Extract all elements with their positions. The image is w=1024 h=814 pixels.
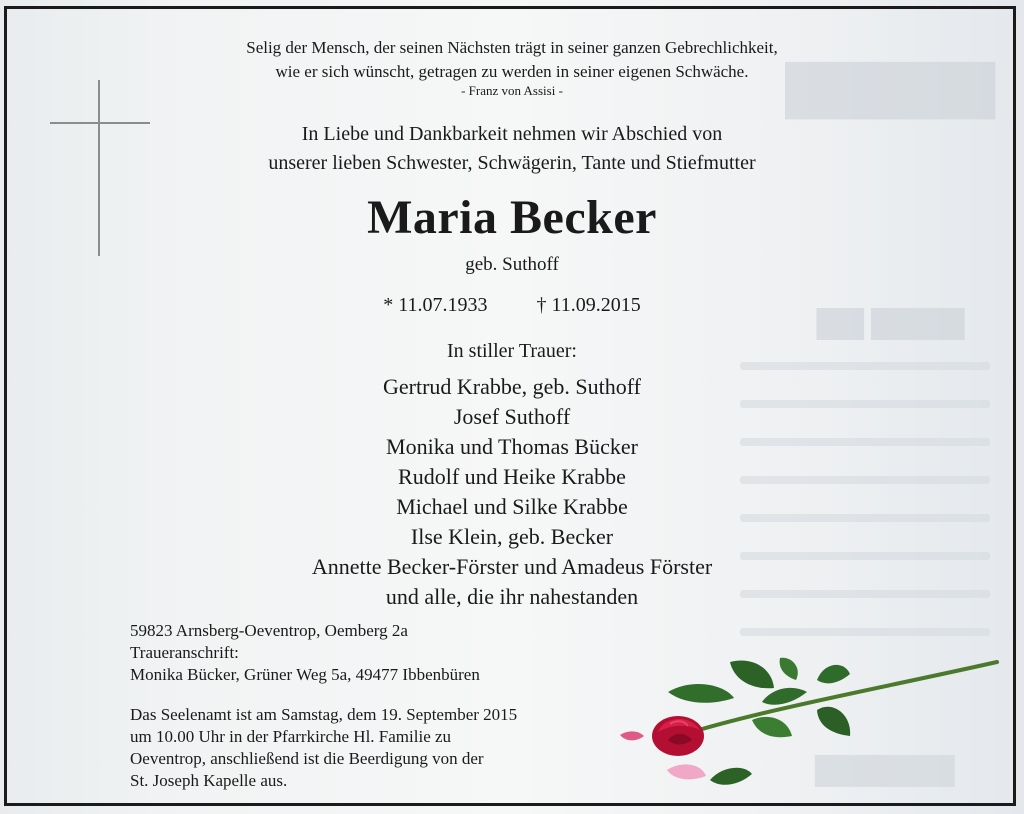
death-date: † 11.09.2015 bbox=[536, 294, 641, 316]
bleed-through-phone: ▇▇▇▇▇▇ bbox=[815, 753, 954, 786]
funeral-line: St. Joseph Kapelle aus. bbox=[130, 771, 288, 790]
bleed-through-heading: ▇▇▇▇▇ bbox=[786, 57, 994, 117]
address-line: Monika Bücker, Grüner Weg 5a, 49477 Ibbenbüren bbox=[130, 665, 480, 684]
quote bbox=[0, 36, 1024, 84]
quote-line: Selig der Mensch, der seinen Nächsten trägt in seiner ganzen Gebrechlichkeit, bbox=[246, 38, 778, 57]
address-line: 59823 Arnsberg-Oeventrop, Oemberg 2a bbox=[130, 621, 408, 640]
address-block bbox=[130, 620, 480, 686]
mourner: Josef Suthoff bbox=[453, 404, 571, 429]
quote-line: wie er sich wünscht, getragen zu werden in seiner eigenen Schwäche. bbox=[275, 62, 749, 81]
bleed-through-subheading: ▇▇ ▇▇▇▇ bbox=[817, 306, 964, 339]
birth-date: * 11.07.1933 bbox=[383, 294, 488, 316]
mourner: Annette Becker-Förster und Amadeus Förster bbox=[311, 554, 713, 579]
mourner: Monika und Thomas Bücker bbox=[386, 434, 638, 459]
intro-text bbox=[0, 120, 1024, 178]
mourner: Gertrud Krabbe, geb. Suthoff bbox=[382, 374, 642, 399]
mourner: Michael und Silke Krabbe bbox=[396, 494, 628, 519]
funeral-line: um 10.00 Uhr in der Pfarrkirche Hl. Familie zu bbox=[130, 727, 452, 746]
funeral-line: Das Seelenamt ist am Samstag, dem 19. September 2015 bbox=[130, 705, 518, 724]
address-line: Traueranschrift: bbox=[130, 643, 239, 662]
funeral-line: Oeventrop, anschließend ist die Beerdigung von der bbox=[130, 749, 484, 768]
rose-icon bbox=[612, 640, 1002, 800]
mourner: Rudolf und Heike Krabbe bbox=[398, 464, 626, 489]
mourner: und alle, die ihr nahestanden bbox=[385, 584, 639, 609]
intro-line: In Liebe und Dankbarkeit nehmen wir Abschied von bbox=[301, 123, 723, 145]
mourner: Ilse Klein, geb. Becker bbox=[410, 524, 614, 549]
quote-author: - Franz von Assisi - bbox=[461, 83, 563, 98]
mourning-label: In stiller Trauer: bbox=[447, 340, 577, 362]
deceased-name: Maria Becker bbox=[367, 191, 657, 244]
maiden-name: geb. Suthoff bbox=[465, 254, 559, 275]
intro-line: unserer lieben Schwester, Schwägerin, Tante und Stiefmutter bbox=[268, 152, 756, 174]
life-dates bbox=[0, 294, 1024, 317]
mourners-list bbox=[0, 372, 1024, 612]
funeral-info bbox=[130, 704, 517, 792]
